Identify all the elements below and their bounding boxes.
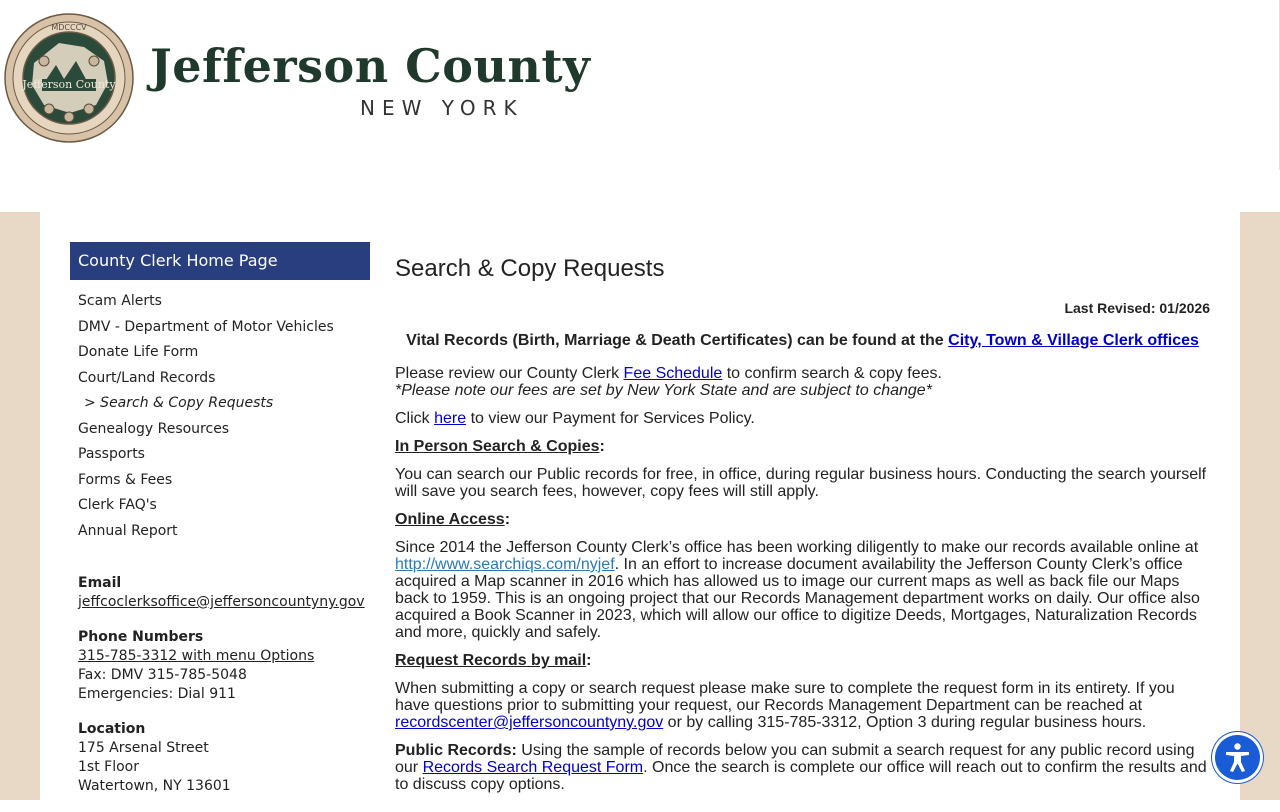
sidebar-item-scam-alerts[interactable]: Scam Alerts (78, 293, 162, 309)
sidebar-item-dmv[interactable]: DMV - Department of Motor Vehicles (78, 318, 334, 335)
online-paragraph (395, 539, 1210, 641)
email-link[interactable]: jeffcoclerksoffice@jeffersoncountyny.gov (78, 594, 365, 610)
phone-label: Phone Numbers (78, 629, 204, 645)
online-heading: Online Access (395, 511, 505, 528)
sidebar-item-donate-life[interactable]: Donate Life Form (78, 344, 199, 360)
address-line-1: 175 Arsenal Street (78, 740, 209, 756)
sidebar-item-clerk-faq[interactable]: Clerk FAQ's (78, 497, 157, 513)
last-revised: Last Revised: 01/2026 (1064, 300, 1210, 316)
site-subtitle: NEW YORK (360, 96, 524, 120)
seal-year-text: MDCCCV (51, 23, 87, 32)
phone-link[interactable]: 315-785-3312 with menu Options (78, 648, 315, 664)
location-label: Location (78, 721, 146, 737)
public-post: . Once the search is complete our office will reach out to confirm the results and to discuss copy options. (395, 759, 1207, 793)
email-label: Email (78, 575, 122, 591)
public-records-heading: Public Records: (395, 742, 517, 759)
mail-heading: Request Records by mail (395, 652, 587, 669)
vital-records-text: Vital Records (Birth, Marriage & Death Certificates) can be found at the (406, 332, 949, 349)
click-pre: Click (395, 410, 435, 427)
accessibility-button[interactable] (1215, 735, 1260, 780)
sidebar-item-genealogy[interactable]: Genealogy Resources (78, 420, 230, 437)
sidebar-nav (78, 290, 334, 545)
inperson-text: You can search our Public records for free, in office, during regular business hours. Conducting the search yourself will save you search fees, however, copy fees will still apply. (395, 466, 1207, 500)
site-title-block[interactable] (150, 38, 591, 120)
mail-pre: When submitting a copy or search request please make sure to complete the request form in its entirety. If you have questions prior to submitting your request, our Records Management Department can be reached at (395, 680, 1175, 714)
searchiqs-link[interactable]: http://www.searchiqs.com/nyjef (395, 556, 615, 573)
public-records-paragraph (395, 742, 1210, 793)
inperson-heading-block: In Person Search & Copies: (395, 438, 605, 455)
public-pre: Using the sample of records below you can submit a search request for any public record using our (395, 742, 1195, 776)
records-search-form-link[interactable]: Records Search Request Form (422, 759, 644, 776)
county-seal-logo[interactable] (4, 13, 134, 143)
inperson-heading: In Person Search & Copies (395, 438, 600, 455)
fee-paragraph (395, 365, 1210, 382)
fee-schedule-link[interactable]: Fee Schedule (623, 365, 723, 382)
address-line-2: 1st Floor (78, 759, 139, 775)
vital-records-notice (395, 332, 1210, 349)
sidebar-item-passports[interactable]: Passports (78, 446, 145, 462)
site-title: Jefferson County (150, 39, 591, 93)
site-header (0, 0, 1280, 212)
emergency-number: Emergencies: Dial 911 (78, 686, 236, 702)
main-content (395, 252, 1210, 793)
online-post: . In an effort to increase document availability the Jefferson County Clerk’s office acquired a Map scanner in 2016 which has allowed us to image our current maps as well as back file our Maps back to 1959. This is an ongoing project that our Records Management department works on daily. Our office also acquired a Book Scanner in 2023, which will allow our office to digitize Deeds, Mortgages, Naturalization Records and more, quickly and safely. (395, 556, 1200, 641)
accessibility-person-icon (1215, 735, 1260, 780)
fee-text-post: to confirm search & copy fees. (722, 365, 942, 382)
sidebar-item-search-copy[interactable]: > Search & Copy Requests (84, 395, 274, 411)
contact-info (78, 574, 365, 812)
online-heading-block: Online Access: (395, 511, 511, 528)
sidebar-item-court-land[interactable]: Court/Land Records (78, 369, 216, 386)
fee-text-pre: Please review our County Clerk (395, 365, 624, 382)
mail-heading-block: Request Records by mail: (395, 652, 592, 669)
fax-number: Fax: DMV 315-785-5048 (78, 667, 247, 683)
seal-center-text: Jefferson County (22, 78, 116, 91)
sidebar-item-annual-report[interactable]: Annual Report (78, 522, 178, 539)
mail-paragraph (395, 680, 1210, 731)
records-email-link[interactable]: recordscenter@jeffersoncountyny.gov (395, 714, 664, 731)
payment-policy-paragraph (395, 410, 1210, 427)
address-line-3: Watertown, NY 13601 (78, 778, 231, 794)
click-post: to view our Payment for Services Policy. (466, 410, 755, 427)
content-area (40, 212, 1240, 800)
page-title: Search & Copy Requests (395, 255, 665, 282)
mail-post: or by calling 315-785-3312, Option 3 during regular business hours. (663, 714, 1147, 731)
online-pre: Since 2014 the Jefferson County Clerk’s office has been working diligently to make our records available online at (395, 539, 1199, 556)
fee-note: *Please note our fees are set by New York State and are subject to change* (395, 382, 932, 399)
sidebar-item-forms-fees[interactable]: Forms & Fees (78, 471, 173, 488)
payment-policy-link[interactable]: here (434, 410, 467, 427)
city-town-clerk-link[interactable]: City, Town & Village Clerk offices (948, 332, 1199, 349)
sidebar-heading[interactable]: County Clerk Home Page (70, 242, 370, 280)
page-frame (0, 212, 1280, 800)
